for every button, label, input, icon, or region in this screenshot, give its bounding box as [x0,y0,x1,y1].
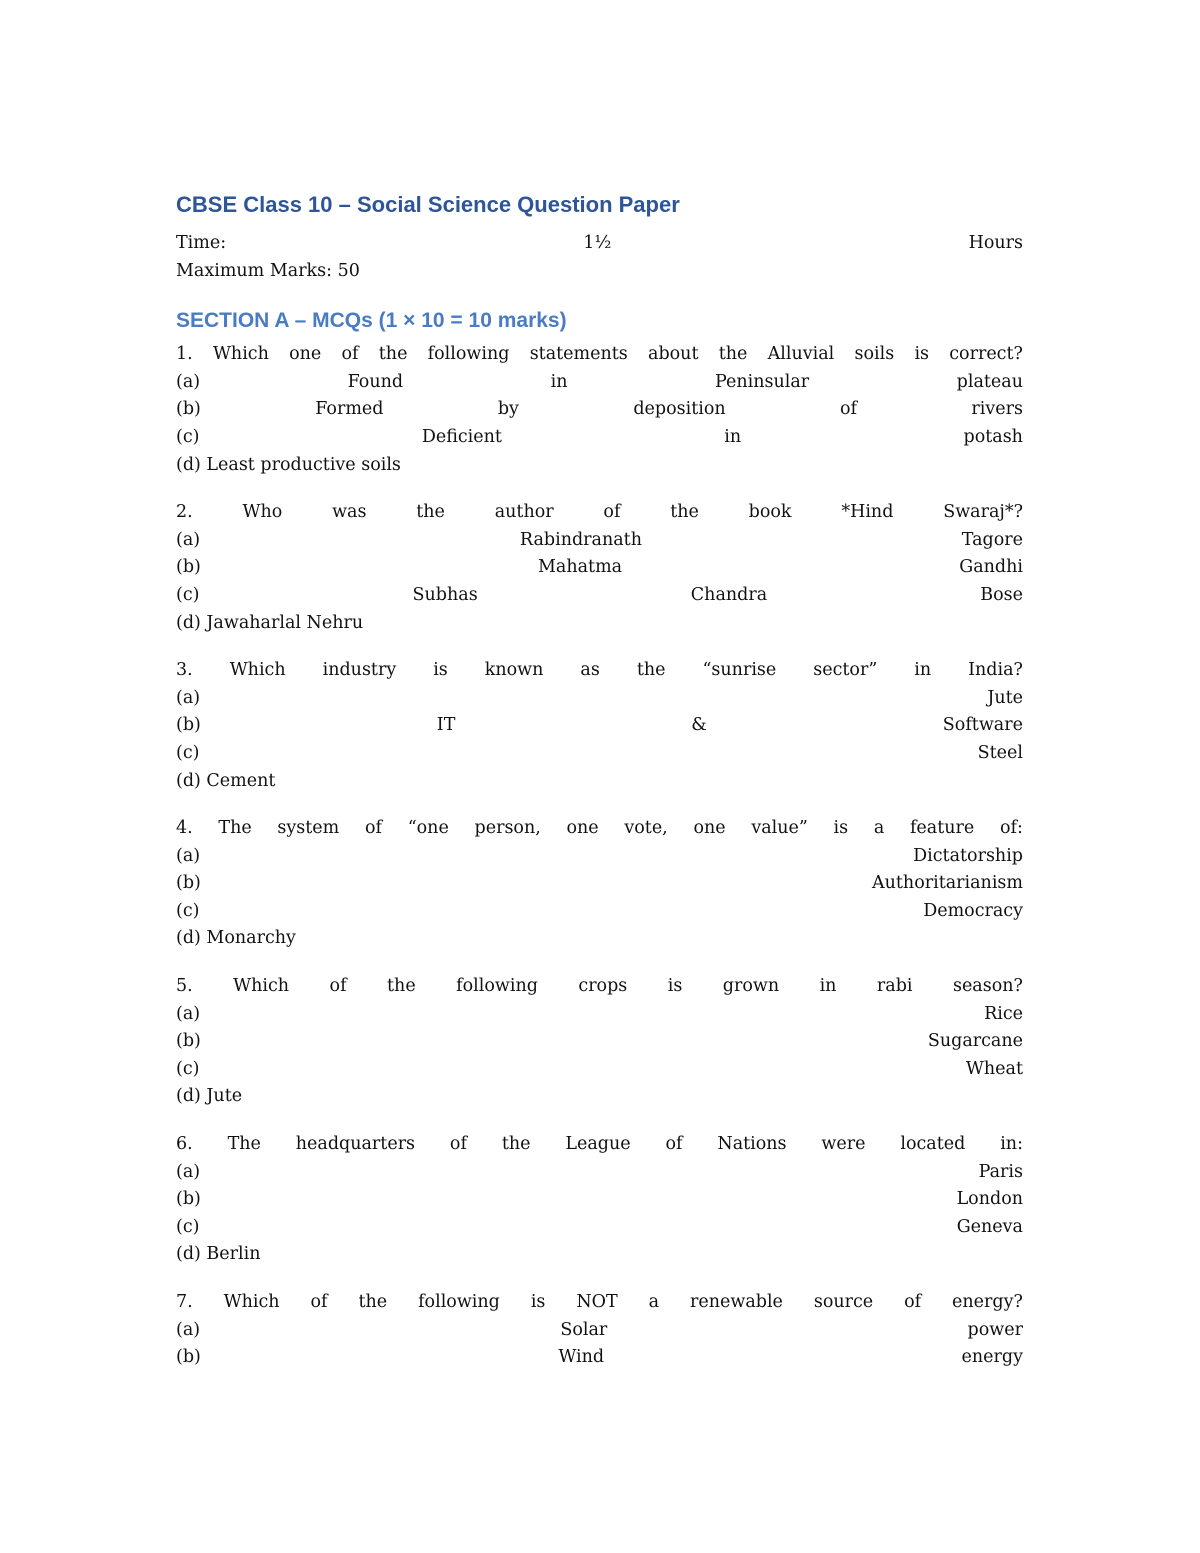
time-label: Time: [176,233,227,253]
option-c-word: (c) [176,1216,200,1237]
option-a-word: Jute [987,687,1023,708]
question-stem [176,657,1023,685]
question-stem-word: were [821,1134,866,1155]
option-c [176,1056,1023,1084]
question-stem-word: season? [952,976,1023,997]
question-stem-word: 1. [176,344,193,365]
option-a-word: (a) [176,1003,201,1024]
option-a [176,843,1023,871]
question-stem-word: of [449,1134,467,1155]
question-5 [176,973,1023,1111]
option-b-word: & [691,715,707,736]
question-stem-word: energy? [952,1292,1023,1312]
question-stem-word: of [364,818,382,839]
option-a [176,527,1023,555]
question-stem-word: about [648,344,699,365]
option-b-word: Gandhi [959,557,1023,578]
question-stem-word: of [665,1134,683,1155]
question-stem-word: “one [407,818,449,839]
option-a [176,369,1023,397]
option-c-word: (c) [176,1058,200,1079]
option-a-word: in [550,371,568,392]
option-c-word: potash [963,426,1023,447]
option-a-word: Found [347,371,404,392]
question-stem-word: 2. [176,502,193,523]
option-b [176,1028,1023,1056]
question-stem-word: the [718,344,748,365]
option-b-word: (b) [176,1031,201,1052]
question-stem-word: Which [229,660,286,681]
question-stem-word: one [289,344,322,365]
time-line [176,230,1023,258]
question-stem-word: the [387,976,416,997]
question-stem-word: value” [751,818,808,839]
question-stem-word: in [914,660,932,681]
option-a [176,685,1023,713]
option-b-word: (b) [176,873,201,894]
question-stem-word: India? [968,660,1023,681]
option-a [176,1317,1023,1345]
question-stem [176,341,1023,369]
option-a [176,1159,1023,1187]
option-c [176,582,1023,610]
question-stem-word: feature [909,818,975,839]
question-stem-word: one [693,818,726,839]
option-c-word: (c) [176,742,200,763]
question-stem-word: system [277,818,340,839]
question-stem-word: of [341,344,359,365]
option-b-word: (b) [176,1189,201,1210]
option-d: (d) Monarchy [176,928,296,949]
option-b [176,396,1023,424]
option-c-word: in [724,426,742,447]
question-stem-word: of [310,1292,328,1312]
question-stem-word: grown [722,976,780,997]
option-a-word: Paris [978,1161,1023,1182]
question-stem-word: is [667,976,683,997]
option-b-word: Authoritarianism [871,873,1023,894]
question-stem-word: book [748,502,792,523]
question-stem-word: of [329,976,347,997]
option-a-word: Tagore [961,529,1023,550]
question-stem-word: Alluvial [767,344,835,365]
question-stem-word: headquarters [295,1134,416,1155]
option-a-word: Dictatorship [913,845,1023,866]
option-b [176,1344,1023,1372]
option-c-word: Wheat [965,1058,1023,1079]
question-stem [176,973,1023,1001]
question-stem-word: vote, [624,818,668,839]
question-stem-word: industry [322,660,397,681]
paper-title: CBSE Class 10 – Social Science Question Paper [176,192,680,217]
question-stem-word: the [636,660,666,681]
time-value: 1½ [583,233,612,253]
question-4 [176,815,1023,953]
option-b-word: deposition [633,399,726,420]
option-b-word: IT [436,715,456,736]
option-b-word: of [840,399,858,420]
option-a-word: Solar [560,1319,608,1340]
option-a-word: Rice [984,1003,1023,1024]
option-b-word: Sugarcane [927,1031,1023,1052]
question-stem-word: a [873,818,885,839]
question-stem-word: Which [212,344,269,365]
question-stem-word: person, [474,818,541,839]
question-stem-word: soils [854,344,895,365]
question-stem-word: “sunrise [702,660,777,681]
question-stem-word: of: [999,818,1023,839]
question-stem-word: sector” [813,660,878,681]
option-d: (d) Jawaharlal Nehru [176,612,364,633]
question-stem-word: correct? [949,344,1023,365]
option-c-word: Bose [980,584,1023,605]
question-stem-word: one [566,818,599,839]
questions-list [176,341,1023,1372]
question-7 [176,1289,1023,1372]
question-stem-word: of [904,1292,922,1312]
option-a [176,1001,1023,1029]
question-stem-word: Swaraj*? [943,502,1023,523]
question-stem-word: the [358,1292,388,1312]
option-c-word: (c) [176,584,200,605]
question-stem-word: Which [223,1292,280,1312]
option-d: (d) Jute [176,1086,243,1107]
question-stem-word: League [565,1134,631,1155]
question-stem-word: author [494,502,554,523]
question-stem-word: of [603,502,621,523]
option-b-word: Wind [558,1347,605,1368]
question-stem-word: 3. [176,660,193,681]
question-stem-word: the [416,502,445,523]
question-stem-word: 4. [176,818,193,839]
question-stem-word: rabi [876,976,913,997]
option-b-word: Software [942,715,1023,736]
question-3 [176,657,1023,795]
option-c [176,898,1023,926]
question-stem [176,815,1023,843]
question-stem-word: 5. [176,976,193,997]
question-stem-word: is [433,660,448,681]
question-stem-word: is [914,344,930,365]
option-c [176,1214,1023,1242]
max-marks: Maximum Marks: 50 [176,260,360,281]
option-b [176,1186,1023,1214]
question-stem-word: 6. [176,1134,193,1155]
question-stem-word: is [833,818,849,839]
question-stem-word: renewable [689,1292,783,1312]
option-c-word: (c) [176,900,200,921]
question-stem-word: following [456,976,538,997]
option-a-word: (a) [176,1161,201,1182]
question-stem-word: Who [242,502,283,523]
question-stem-word: the [501,1134,531,1155]
option-b-word: energy [961,1347,1023,1368]
question-stem [176,1131,1023,1159]
option-a-word: power [967,1319,1023,1340]
question-stem-word: Nations [717,1134,787,1155]
question-stem-word: as [580,660,600,681]
option-b-word: by [497,399,519,420]
option-c-word: Chandra [690,584,768,605]
question-stem-word: statements [529,344,628,365]
section-a-heading: SECTION A – MCQs (1 × 10 = 10 marks) [176,309,567,333]
question-1 [176,341,1023,479]
option-a-word: Peninsular [714,371,810,392]
question-stem-word: was [332,502,367,523]
question-2 [176,499,1023,637]
option-c-word: Subhas [412,584,478,605]
option-c-word: Steel [977,742,1023,763]
option-b-word: (b) [176,715,201,736]
question-stem-word: *Hind [841,502,894,523]
option-d: (d) Berlin [176,1244,261,1265]
option-a-word: (a) [176,371,201,392]
question-stem-word: source [813,1292,874,1312]
question-stem-word: known [484,660,544,681]
option-c [176,740,1023,768]
option-b [176,712,1023,740]
option-c-word: Democracy [923,900,1023,921]
question-stem-word: the [670,502,699,523]
option-a-word: (a) [176,845,201,866]
question-stem-word: a [648,1292,660,1312]
option-d: (d) Cement [176,770,276,791]
option-a-word: Rabindranath [519,529,642,550]
option-b-word: Formed [315,399,384,420]
option-c-word: Geneva [956,1216,1023,1237]
question-stem-word: The [227,1134,261,1155]
option-b [176,554,1023,582]
time-unit: Hours [968,233,1023,253]
option-a-word: (a) [176,1319,201,1340]
question-stem-word: in [819,976,837,997]
option-b-word: rivers [971,399,1023,420]
question-stem [176,499,1023,527]
question-stem-word: Which [233,976,290,997]
option-a-word: plateau [956,371,1023,392]
question-stem-word: NOT [576,1292,618,1312]
question-stem-word: following [427,344,510,365]
question-stem-word: following [418,1292,500,1312]
option-b-word: (b) [176,1347,201,1368]
question-stem-word: The [218,818,252,839]
option-b-word: (b) [176,557,201,578]
document-page [176,190,1023,1392]
option-c [176,424,1023,452]
question-6 [176,1131,1023,1269]
question-stem-word: 7. [176,1292,193,1312]
question-stem-word: located [900,1134,966,1155]
question-stem-word: in: [1000,1134,1023,1155]
question-stem-word: is [530,1292,546,1312]
option-b-word: London [956,1189,1023,1210]
option-a-word: (a) [176,529,201,550]
option-b [176,870,1023,898]
option-b-word: (b) [176,399,201,420]
option-c-word: (c) [176,426,200,447]
option-c-word: Deficient [421,426,502,447]
option-d: (d) Least productive soils [176,454,401,475]
question-stem-word: the [378,344,408,365]
option-a-word: (a) [176,687,201,708]
question-stem [176,1289,1023,1317]
option-b-word: Mahatma [537,557,623,578]
question-stem-word: crops [578,976,628,997]
